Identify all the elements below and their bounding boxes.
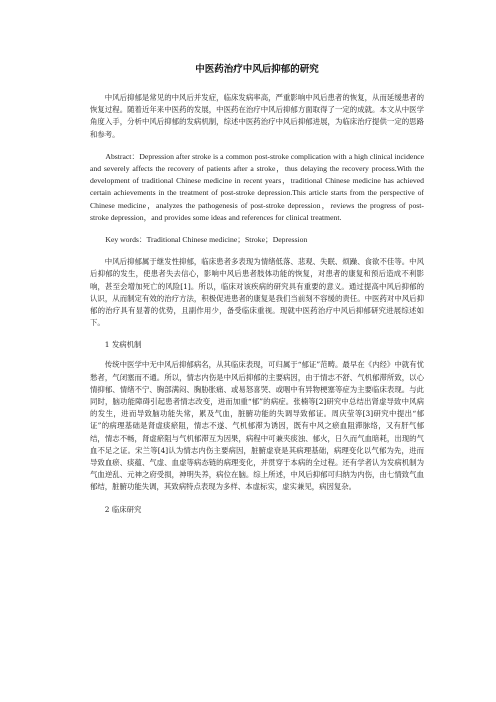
section-1-body: 传统中医学中无中风后抑郁病名，从其临床表现，可归属于“郁证”范畴。最早在《内经》中就有忧愁者，气闭塞而不通。所以，情志内伤是中风后抑郁的主要病因，由于情志不舒、气机郁滞所致，以心情抑郁、情绪不宁、胸部满闷、胸胁胀痛、或易怒喜哭、或咽中有异物梗塞等症为主要临床表现。与此同时，脑功能障碍引起患者情志改变，进而加重“郁”的病症。张楠等[2]研究中总结出肾虚导致中风病的发生，进而导致脑功能失常，累及气血，脏腑功能的失调导致郁证。周庆莹等[3]研究中提出“郁证”的病理基础是肾虚痰瘀阻，情志不遂、气机郁滞为诱因，既有中风之瘀血阻滞脉络，又有肝气郁结，情志不畅，肾虚瘀阻与气机郁滞互为因果，病程中可兼夹痰浊、郁火，日久而气血暗耗，出现的气血不足之证。宋兰等[4]认为情志内伤主要病因，脏腑虚衰是其病理基础，病理变化以气郁为先，进而导致血瘀、痰蕴、气虚、血虚等病态链的病理变化，并贯穿于本病的全过程。还有学者认为发病机制为气血逆乱、元神之府受损，神明失养，病位在脑。综上所述，中风后抑郁可归纳为内伤，由七情致气血郁结，脏腑功能失调，其致病特点表现为多样、本虚标实，虚实兼见，病因复杂。 bbox=[90, 360, 424, 492]
introduction-paragraph: 中风后抑郁属于继发性抑郁，临床患者多表现为情绪低落、悲观、失眠、烦躁、食欲不佳等。中风后抑郁的发生，使患者失去信心，影响中风后患者肢体功能的恢复，对患者的康复和预后造成不利影响，甚至会增加死亡的风险[1]。所以，临床对该疾病的研究具有重要的意义。通过提高中风后抑郁的认识，从而制定有效的治疗方法，积极促进患者的康复是我们当前刻不容缓的责任。中医药对中风后抑郁的治疗具有显著的优势，且副作用少，备受临床重视。现就中医药治疗中风后抑郁研究进展综述如下。 bbox=[90, 257, 424, 328]
document-page bbox=[90, 64, 424, 516]
paper-title: 中医药治疗中风后抑郁的研究 bbox=[195, 64, 319, 75]
abstract-chinese: 中风后抑郁是常见的中风后并发症，临床发病率高，严重影响中风后患者的恢复，从而延缓患者的恢复过程。随着近年来中医药的发展，中医药在治疗中风后抑郁方面取得了一定的成就。本文从中医学角度入手，分析中风后抑郁的发病机制，综述中医药治疗中风后抑郁进展，为临床治疗提供一定的思路和参考。 bbox=[90, 93, 424, 139]
section-heading-1: 1 发病机制 bbox=[104, 340, 142, 350]
keywords: Key words：Traditional Chinese medicine；Stroke；Depression bbox=[105, 235, 308, 245]
abstract-english: Abstract：Depression after stroke is a common post-stroke complication with a high clinical incidence and severely affects the recovery of patients after a stroke，thus delaying the recovery process.With the development of traditional Chinese medicine in recent years，traditional Chinese medicine has achieved certain achievements in the treatment of post-stroke depression.This article starts from the perspective of Chinese medicine，analyzes the pathogenesis of post-stroke depression，reviews the progress of post-stroke depression，and provides some ideas and references for clinical treatment. bbox=[90, 151, 424, 222]
section-heading-2: 2 临床研究 bbox=[104, 504, 142, 514]
